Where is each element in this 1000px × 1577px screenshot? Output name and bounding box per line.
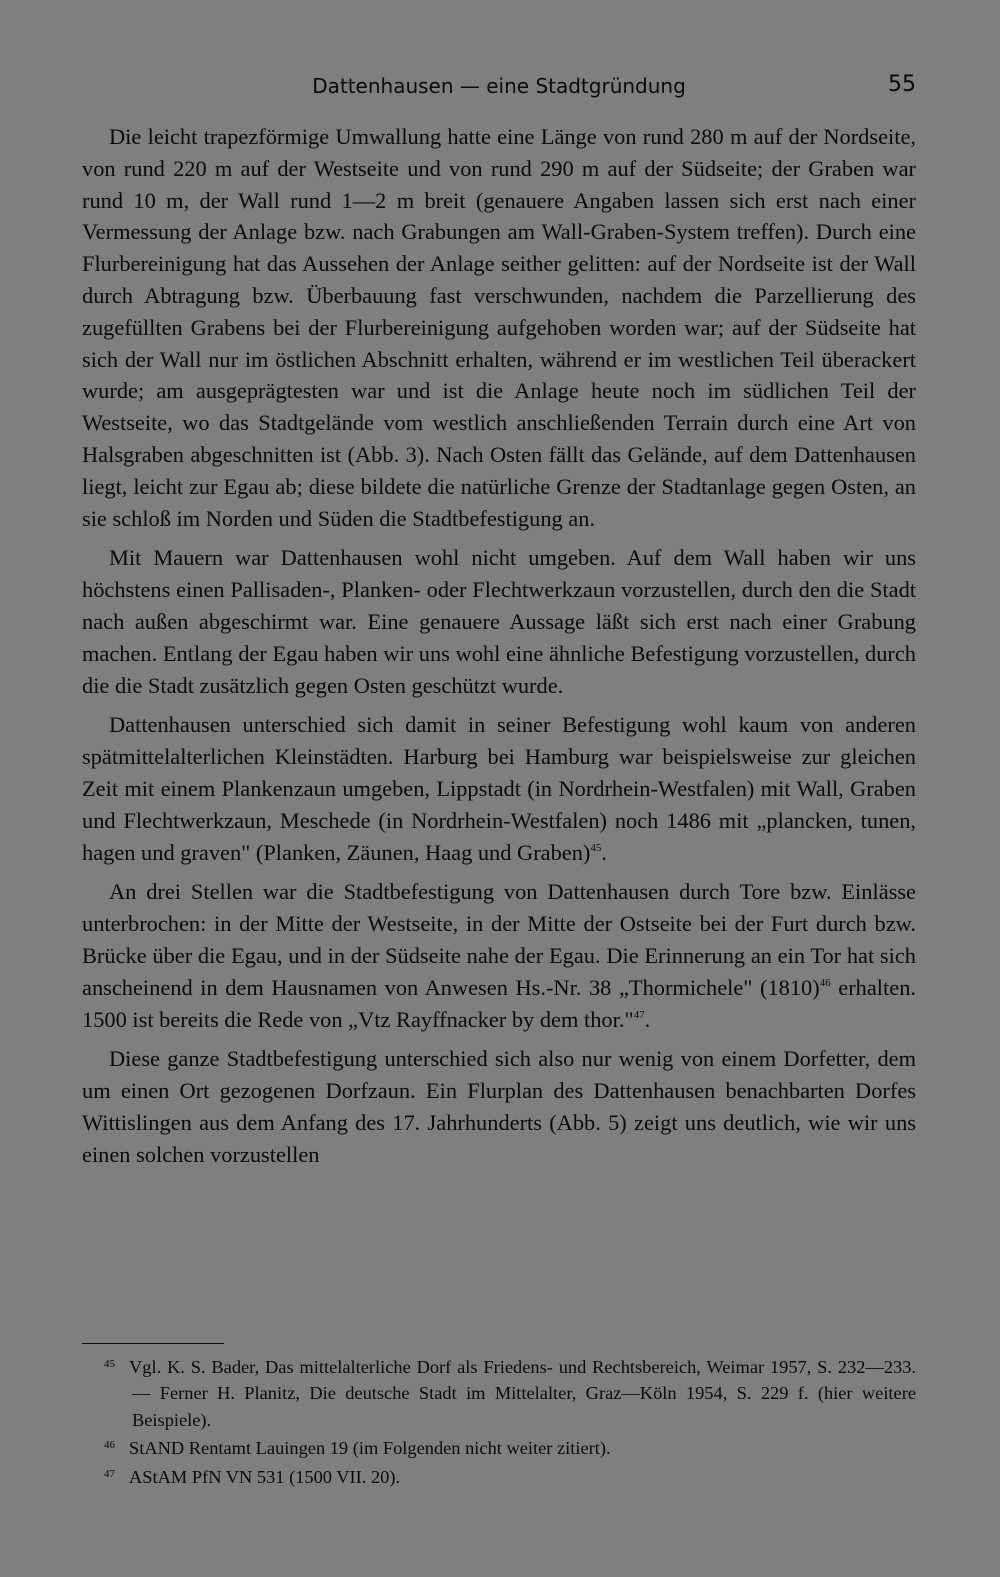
paragraph bbox=[82, 1043, 916, 1170]
page-header bbox=[82, 68, 916, 108]
paragraph-text-tail: erhalten. 1500 ist bereits die Rede von „Vtz Rayffnacker by dem thor." bbox=[82, 974, 916, 1032]
paragraph bbox=[82, 542, 916, 701]
footnote: 47 AStAM PfN VN 531 (1500 VII. 20). bbox=[104, 1466, 401, 1487]
footnote-text: Vgl. K. S. Bader, Das mittelalterliche Dorf als Friedens- und Rechtsbereich, Weimar 1957, S. 232—233. — Ferner H. Planitz, Die deutsche Stadt im Mittelalter, Graz—Köln 1954, S. 229 f. (hier weitere Beispiele). bbox=[129, 1357, 916, 1430]
paragraph bbox=[82, 876, 916, 1035]
paragraph-text: Die leicht trapezförmige Umwallung hatte eine Länge von rund 280 m auf der Nordseite, von rund 220 m auf der Westseite und von rund 290 m auf der Südseite; der Graben war rund 10 m, der Wall rund 1—2 m breit (genauere Angaben lassen sich erst nach einer Vermessung der Anlage bzw. nach Grabungen am Wall-Graben-System treffen). Durch eine Flurbereinigung hat das Aussehen der Anlage seither gelitten: auf der Nordseite ist der Wall durch Abtragung bzw. Überbauung fast verschwunden, nachdem die Parzellierung des zugefüllten Grabens bei der Flurbereinigung aufgehoben worden war; auf der Südseite hat sich der Wall nur im östlichen Abschnitt erhalten, während er im westlichen Teil überackert wurde; am ausgeprägtesten war und ist die Anlage heute noch im südlichen Teil der Westseite, wo das Stadtgelände vom westlich anschließenden Terrain durch eine Art von Halsgraben abgeschnitten ist (Abb. 3). Nach Osten fällt das Gelände, auf dem Dattenhausen liegt, leicht zur Egau ab; diese bildete die natürliche Grenze der Stadtanlage gegen Osten, an sie schloß im Norden und Süden die Stadtbefestigung an. bbox=[82, 124, 916, 531]
footnote-reference[interactable]: 46 bbox=[819, 976, 831, 989]
footnote: 45 Vgl. K. S. Bader, Das mittelalterliche Dorf als Friedens- und Rechtsbereich, Weimar 1957, S. 232—233. — Ferner H. Planitz, Die deutsche Stadt im Mittelalter, Graz—Köln 1954, S. 229 f. (hier weitere Beispiele). bbox=[104, 1357, 916, 1430]
paragraph-text: Dattenhausen unterschied sich damit in seiner Befestigung wohl kaum von anderen spätmittelalterlichen Kleinstädten. Harburg bei Hamburg war beispielsweise zur gleichen Zeit mit einem Plankenzaun umgeben, Lippstadt (in Nordrhein-Westfalen) mit Wall, Graben und Flechtwerkzaun, Meschede (in Nordrhein-Westfalen) noch 1486 mit „plancken, tunen, hagen und graven" (Planken, Zäunen, Haag und Graben) bbox=[82, 712, 916, 865]
footnote: 46 StAND Rentamt Lauingen 19 (im Folgenden nicht weiter zitiert). bbox=[104, 1438, 611, 1459]
body-text bbox=[82, 121, 916, 1179]
page-number: 55 bbox=[888, 72, 916, 97]
paragraph-text-tail: . bbox=[644, 1006, 651, 1032]
footnotes bbox=[82, 1354, 916, 1492]
footnote-divider bbox=[82, 1343, 224, 1344]
paragraph-text: Diese ganze Stadtbefestigung unterschied sich also nur wenig von einem Dorfetter, dem um einen Ort gezogenen Dorfzaun. Ein Flurplan des Dattenhausen benachbarten Dorfes Wittislingen aus dem Anfang des 17. Jahrhunderts (Abb. 5) zeigt uns deutlich, wie wir uns einen solchen vorzustellen bbox=[82, 1046, 916, 1167]
paragraph bbox=[82, 121, 916, 534]
footnote-reference[interactable]: 45 bbox=[590, 841, 602, 854]
paragraph-text-tail: . bbox=[601, 839, 608, 865]
running-title: Dattenhausen — eine Stadtgründung bbox=[312, 74, 686, 98]
paragraph-text: Mit Mauern war Dattenhausen wohl nicht umgeben. Auf dem Wall haben wir uns höchstens einen Pallisaden-, Planken- oder Flechtwerkzaun vorzustellen, durch den die Stadt nach außen abgeschirmt war. Eine genauere Aussage läßt sich erst nach einer Grabung machen. Entlang der Egau haben wir uns wohl eine ähnliche Befestigung vorzustellen, durch die die Stadt zusätzlich gegen Osten geschützt wurde. bbox=[82, 545, 916, 698]
paragraph bbox=[82, 709, 916, 868]
paragraph-text: An drei Stellen war die Stadtbefestigung von Dattenhausen durch Tore bzw. Einlässe unterbrochen: in der Mitte der Westseite, in der Mitte der Ostseite bei der Furt durch bzw. Brücke über die Egau, und in der Südseite nahe der Egau. Die Erinnerung an ein Tor hat sich anscheinend in dem Hausnamen von Anwesen Hs.-Nr. 38 „Thormichele" (1810) bbox=[82, 879, 916, 1000]
footnote-reference[interactable]: 47 bbox=[633, 1008, 645, 1021]
footnote-text: StAND Rentamt Lauingen 19 (im Folgenden nicht weiter zitiert). bbox=[129, 1438, 611, 1459]
footnote-text: AStAM PfN VN 531 (1500 VII. 20). bbox=[129, 1466, 401, 1487]
